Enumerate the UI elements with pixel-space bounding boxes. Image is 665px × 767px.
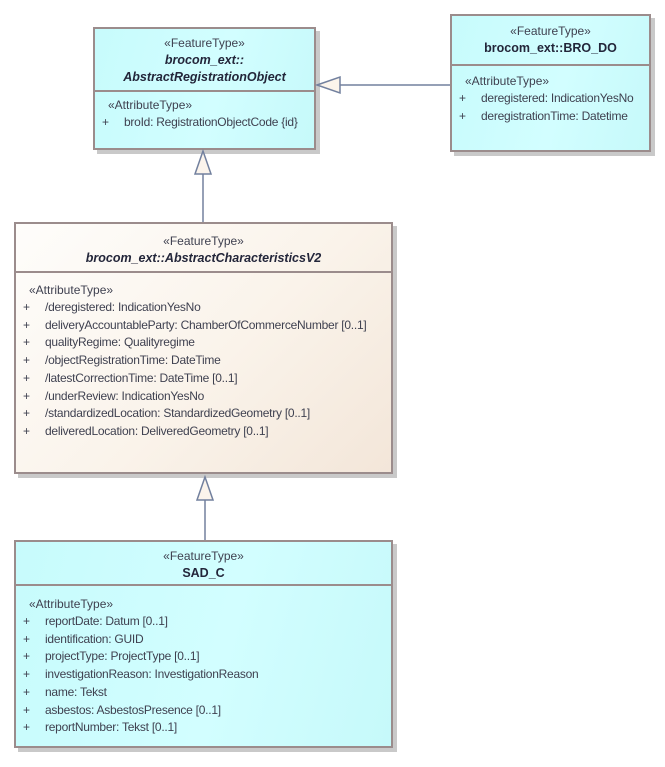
attribute-compartment	[16, 586, 391, 737]
attribute-row	[16, 352, 391, 370]
attribute-text: deregistered: IndicationYesNo	[481, 91, 634, 105]
attribute-row	[16, 666, 391, 684]
attribute-row	[16, 317, 391, 335]
generalization-arrow-characteristics-to-abstract-registration-object	[195, 151, 211, 222]
visibility-marker: +	[23, 388, 31, 403]
visibility-marker: +	[23, 317, 31, 332]
attribute-row	[16, 423, 391, 441]
class-sad-c[interactable]	[14, 540, 393, 748]
visibility-marker: +	[23, 614, 31, 628]
class-name: brocom_ext::AbstractCharacteristicsV2	[85, 251, 322, 265]
generalization-arrow-sad-c-to-characteristics	[197, 477, 213, 540]
visibility-marker: +	[23, 684, 31, 699]
visibility-marker: +	[23, 300, 31, 314]
attribute-compartment	[16, 273, 391, 441]
visibility-marker: +	[23, 649, 31, 664]
attribute-text: qualityRegime: Qualityregime	[45, 335, 195, 350]
attribute-text: reportDate: Datum [0..1]	[45, 614, 168, 628]
class-name: brocom_ext::	[164, 53, 245, 67]
visibility-marker: +	[23, 370, 31, 385]
attribute-row	[16, 370, 391, 388]
attribute-compartment	[452, 66, 649, 125]
attribute-text: deliveryAccountableParty: ChamberOfCommerceNumber [0..1]	[45, 317, 367, 332]
visibility-marker: +	[23, 406, 31, 421]
class-abstract-characteristics-v2[interactable]	[14, 222, 393, 474]
class-abstract-registration-object[interactable]	[93, 27, 316, 150]
class-header	[95, 29, 314, 92]
visibility-marker: +	[23, 702, 31, 717]
visibility-marker: +	[23, 423, 31, 438]
attribute-row	[16, 702, 391, 720]
attribute-text: broId: RegistrationObjectCode {id}	[124, 115, 298, 129]
class-header	[452, 16, 649, 66]
attribute-text: investigationReason: InvestigationReason	[45, 667, 259, 682]
attribute-row	[16, 719, 391, 737]
visibility-marker: +	[23, 353, 31, 368]
attribute-compartment	[95, 92, 314, 132]
attribute-stereotype: «AttributeType»	[29, 597, 114, 611]
attribute-text: asbestos: AsbestosPresence [0..1]	[45, 702, 221, 717]
class-header	[16, 224, 391, 273]
class-header	[16, 542, 391, 586]
attribute-row	[16, 684, 391, 702]
attribute-text: /objectRegistrationTime: DateTime	[45, 353, 221, 368]
attribute-stereotype: «AttributeType»	[29, 283, 114, 297]
attribute-row	[95, 114, 314, 132]
class-name: AbstractRegistrationObject	[123, 69, 286, 84]
attribute-text: /latestCorrectionTime: DateTime [0..1]	[45, 370, 238, 385]
visibility-marker: +	[459, 108, 467, 123]
class-stereotype: «FeatureType»	[163, 549, 244, 563]
visibility-marker: +	[23, 631, 31, 646]
generalization-arrow-bro-do-to-abstract-registration-object	[317, 77, 450, 93]
attribute-row	[16, 388, 391, 406]
class-stereotype: «FeatureType»	[163, 234, 244, 248]
class-bro-do[interactable]	[450, 14, 651, 152]
visibility-marker: +	[23, 335, 31, 350]
visibility-marker: +	[459, 91, 467, 105]
class-stereotype: «FeatureType»	[510, 24, 591, 38]
attribute-stereotype: «AttributeType»	[108, 98, 193, 112]
attribute-text: name: Tekst	[45, 684, 107, 699]
attribute-row	[16, 631, 391, 649]
class-name: brocom_ext::BRO_DO	[484, 41, 617, 55]
attribute-row	[16, 613, 391, 631]
class-stereotype: «FeatureType»	[164, 36, 245, 50]
attribute-row	[16, 334, 391, 352]
attribute-text: deregistrationTime: Datetime	[481, 108, 628, 123]
attribute-row	[16, 405, 391, 423]
attribute-stereotype: «AttributeType»	[465, 74, 550, 88]
attribute-text: identification: GUID	[45, 631, 144, 646]
attribute-text: /underReview: IndicationYesNo	[45, 388, 205, 403]
attribute-text: deliveredLocation: DeliveredGeometry [0..1]	[45, 423, 269, 438]
class-name: SAD_C	[182, 566, 225, 580]
attribute-text: /standardizedLocation: StandardizedGeometry [0..1]	[45, 406, 310, 421]
visibility-marker: +	[23, 667, 31, 682]
attribute-row	[452, 90, 649, 108]
attribute-row	[16, 299, 391, 317]
visibility-marker: +	[102, 115, 110, 129]
attribute-row	[452, 108, 649, 126]
attribute-text: /deregistered: IndicationYesNo	[45, 300, 201, 314]
attribute-text: reportNumber: Tekst [0..1]	[45, 720, 178, 735]
visibility-marker: +	[23, 720, 31, 735]
attribute-text: projectType: ProjectType [0..1]	[45, 649, 200, 664]
attribute-row	[16, 648, 391, 666]
